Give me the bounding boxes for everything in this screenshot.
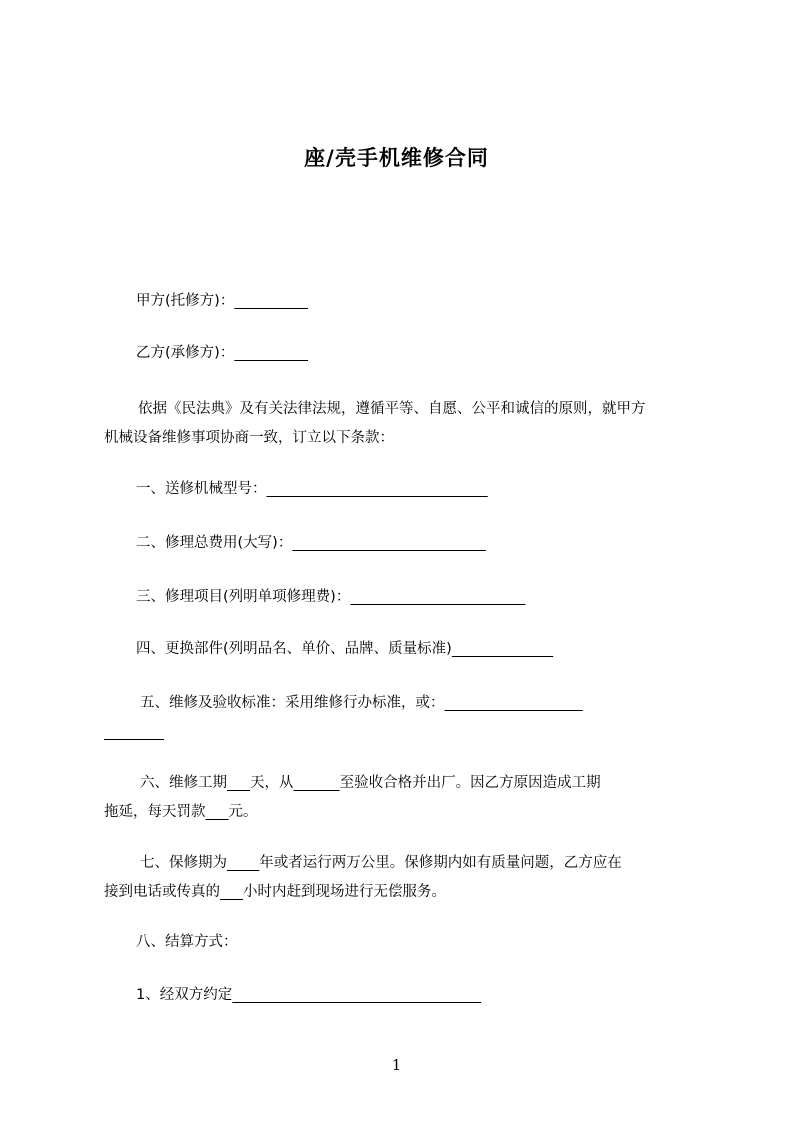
intro-line-2: 机械设备维修事项协商一致，订立以下条款： (104, 430, 394, 446)
clause-4-label: 四、更换部件(列明品名、单价、品牌、质量标准) (136, 641, 452, 657)
clause-4-blank (452, 641, 553, 657)
clause-3-blank (350, 589, 525, 605)
clause-8-item-1-label: 1、经双方约定 (136, 987, 233, 1003)
clause-6-continued (104, 795, 704, 829)
clause-7-blank-hours (220, 884, 243, 900)
clause-7-text-4: 小时内赶到现场进行无偿服务。 (243, 884, 447, 900)
clause-6-text-5: 元。 (228, 804, 258, 820)
clause-6-blank-days (227, 775, 250, 791)
clause-5-continued (104, 715, 704, 749)
clause-6-text-1: 六、维修工期 (140, 775, 227, 791)
clause-2-blank (292, 535, 486, 551)
clause-7-blank-years (227, 855, 259, 871)
clause-8-item-1 (136, 978, 736, 1012)
document-title: 座/壳手机维修合同 (304, 146, 489, 170)
clause-4 (136, 632, 736, 666)
clause-6-blank-date (294, 775, 340, 791)
clause-6-text-4: 拖延，每天罚款 (104, 804, 206, 820)
intro-line-1: 依据《民法典》及有关法律法规，遵循平等、自愿、公平和诚信的原则，就甲方 (138, 401, 646, 417)
clause-8: 八、结算方式： (136, 934, 238, 950)
party-a-blank (234, 293, 308, 309)
clause-1 (136, 472, 736, 506)
clause-8-item-1-blank (232, 987, 481, 1003)
clause-6-text-2: 天，从 (250, 775, 294, 791)
clause-7-continued (104, 875, 704, 909)
clause-6-text-3: 至验收合格并出厂。因乙方原因造成工期 (339, 775, 601, 791)
clause-7-text-1: 七、保修期为 (140, 855, 227, 871)
clause-7-text-2: 年或者运行两万公里。保修期内如有质量问题，乙方应在 (259, 855, 622, 871)
clause-5-blank-2 (104, 724, 164, 740)
clause-3 (136, 580, 736, 614)
clause-6-blank-penalty (206, 804, 229, 820)
party-b-blank (234, 345, 308, 361)
clause-2 (136, 526, 736, 560)
party-b-label: 乙方(承修方)： (136, 345, 235, 361)
party-a-line (136, 284, 736, 318)
clause-3-label: 三、修理项目(列明单项修理费)： (136, 589, 351, 605)
party-b-line (136, 336, 736, 370)
clause-5-blank-1 (445, 695, 583, 711)
clause-1-blank (267, 481, 488, 497)
clause-7-text-3: 接到电话或传真的 (104, 884, 220, 900)
clause-1-label: 一、送修机械型号： (136, 481, 267, 497)
clause-2-label: 二、修理总费用(大写)： (136, 535, 293, 551)
page-number: 1 (391, 1056, 402, 1074)
clause-5-label: 五、维修及验收标准：采用维修行办标准，或： (140, 695, 445, 711)
party-a-label: 甲方(托修方)： (136, 293, 235, 309)
